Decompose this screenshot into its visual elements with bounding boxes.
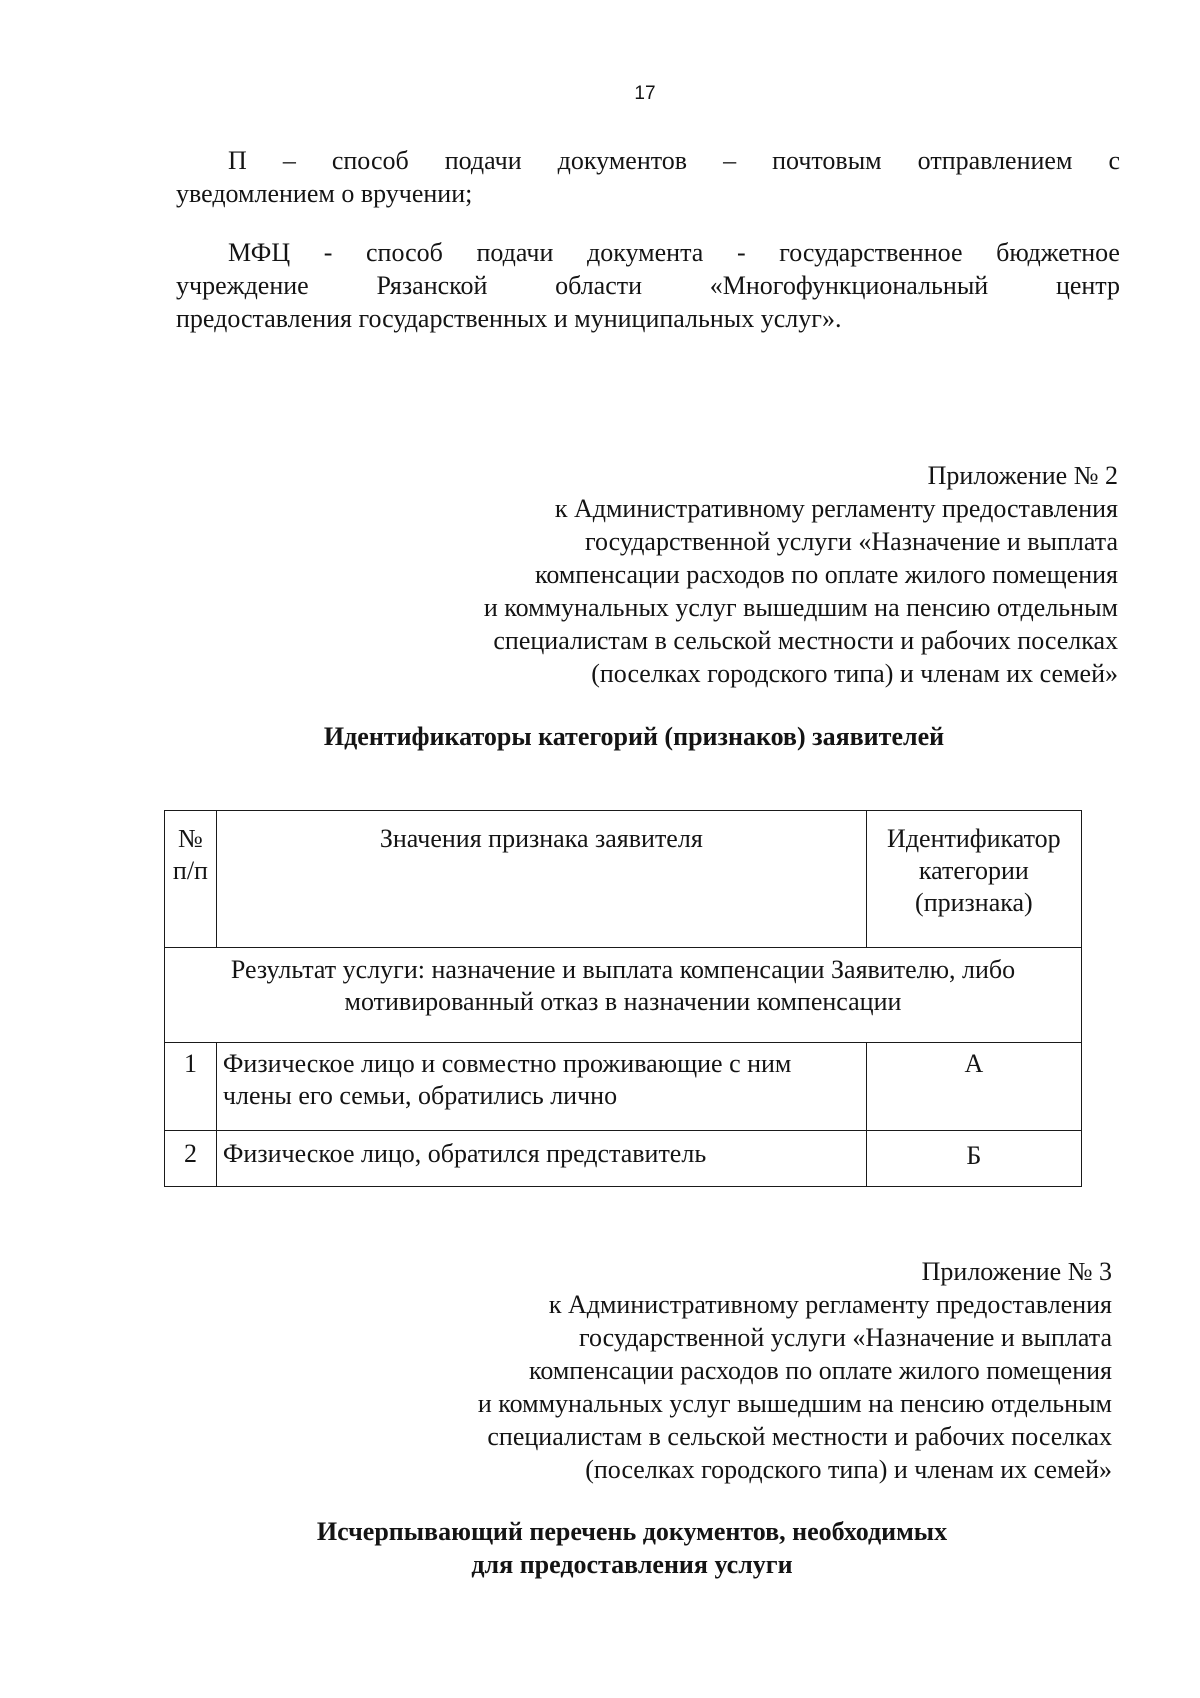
appendix-2-header — [358, 459, 1118, 690]
table-row — [165, 1131, 1082, 1187]
word: почтовым — [772, 146, 882, 175]
word: - — [736, 238, 746, 267]
header-text: № — [178, 824, 203, 853]
section-title-line: для предоставления услуги — [471, 1550, 793, 1579]
row-value — [216, 1131, 866, 1187]
row-id: Б — [866, 1131, 1081, 1187]
header-id — [866, 811, 1081, 948]
row-value-text: Физическое лицо и совместно проживающие с ним — [222, 1049, 792, 1078]
word: Рязанской — [376, 271, 488, 300]
word: отправлением — [917, 146, 1073, 175]
appendix-line: к Административному регламенту предоставления — [554, 494, 1118, 523]
table-result-row — [165, 948, 1082, 1043]
header-text: категории — [918, 856, 1029, 885]
result-cell — [165, 948, 1082, 1043]
result-text: мотивированный отказ в назначении компенсации — [344, 987, 902, 1016]
paragraph-line: уведомлением о вручении; — [176, 179, 473, 208]
row-value-text: члены его семьи, обратились лично — [222, 1081, 618, 1110]
word: «Многофункциональный — [709, 271, 989, 300]
appendix-line: и коммунальных услуг вышедшим на пенсию отдельным — [477, 1389, 1112, 1418]
section-title-line: Идентификаторы категорий (признаков) заявителей — [323, 722, 945, 751]
section-title-line: Исчерпывающий перечень документов, необходимых — [316, 1517, 948, 1546]
page-number: 17 — [634, 83, 656, 104]
word: учреждение — [176, 271, 309, 300]
word: области — [555, 271, 643, 300]
word: способ — [331, 146, 409, 175]
header-text: Идентификатор — [887, 824, 1061, 853]
applicant-criteria-table — [164, 810, 1082, 1187]
word: документов — [557, 146, 688, 175]
appendix-line: компенсации расходов по оплате жилого помещения — [529, 1356, 1112, 1385]
row-value — [216, 1043, 866, 1131]
word: П — [228, 146, 247, 175]
appendix-line: государственной услуги «Назначение и выплата — [584, 527, 1118, 556]
header-value: Значения признака заявителя — [216, 811, 866, 948]
appendix-line: Приложение № 3 — [921, 1257, 1112, 1286]
paragraph-postal — [176, 144, 1120, 210]
paragraph-line — [176, 269, 1120, 302]
word: государственное — [779, 238, 963, 267]
table-row — [165, 1043, 1082, 1131]
table-header-row — [165, 811, 1082, 948]
word: с — [1108, 146, 1120, 175]
appendix-line: (поселках городского типа) и членам их семей» — [585, 1455, 1112, 1484]
appendix-3-header — [352, 1255, 1112, 1486]
row-value-text: Физическое лицо, обратился представитель — [222, 1139, 707, 1168]
appendix-line: специалистам в сельской местности и рабочих поселках — [493, 626, 1118, 655]
appendix-line: специалистам в сельской местности и рабочих поселках — [487, 1422, 1112, 1451]
word: способ — [366, 238, 443, 267]
row-num: 2 — [165, 1131, 217, 1187]
word: центр — [1055, 271, 1120, 300]
appendix-line: Приложение № 2 — [927, 461, 1118, 490]
header-text: п/п — [172, 856, 208, 885]
section-title — [160, 1515, 1104, 1581]
appendix-line: к Административному регламенту предоставления — [548, 1290, 1112, 1319]
paragraph-line: предоставления государственных и муниципальных услуг». — [176, 304, 842, 333]
word: документа — [587, 238, 704, 267]
appendix-line: компенсации расходов по оплате жилого помещения — [535, 560, 1118, 589]
word: МФЦ — [228, 238, 291, 267]
appendix-line: и коммунальных услуг вышедшим на пенсию отдельным — [483, 593, 1118, 622]
paragraph-mfc — [176, 236, 1120, 335]
header-num — [165, 811, 217, 948]
word: подачи — [476, 238, 554, 267]
word: подачи — [444, 146, 522, 175]
section-title — [162, 720, 1106, 753]
result-text: Результат услуги: назначение и выплата компенсации Заявителю, либо — [230, 955, 1016, 984]
appendix-line: государственной услуги «Назначение и выплата — [578, 1323, 1112, 1352]
row-num: 1 — [165, 1043, 217, 1131]
word: бюджетное — [996, 238, 1120, 267]
header-text: (признака) — [915, 888, 1033, 917]
paragraph-line — [176, 236, 1120, 269]
paragraph-line — [176, 144, 1120, 177]
word: – — [723, 146, 737, 175]
appendix-line: (поселках городского типа) и членам их семей» — [591, 659, 1118, 688]
word: – — [282, 146, 296, 175]
word: - — [323, 238, 333, 267]
row-id: А — [866, 1043, 1081, 1131]
